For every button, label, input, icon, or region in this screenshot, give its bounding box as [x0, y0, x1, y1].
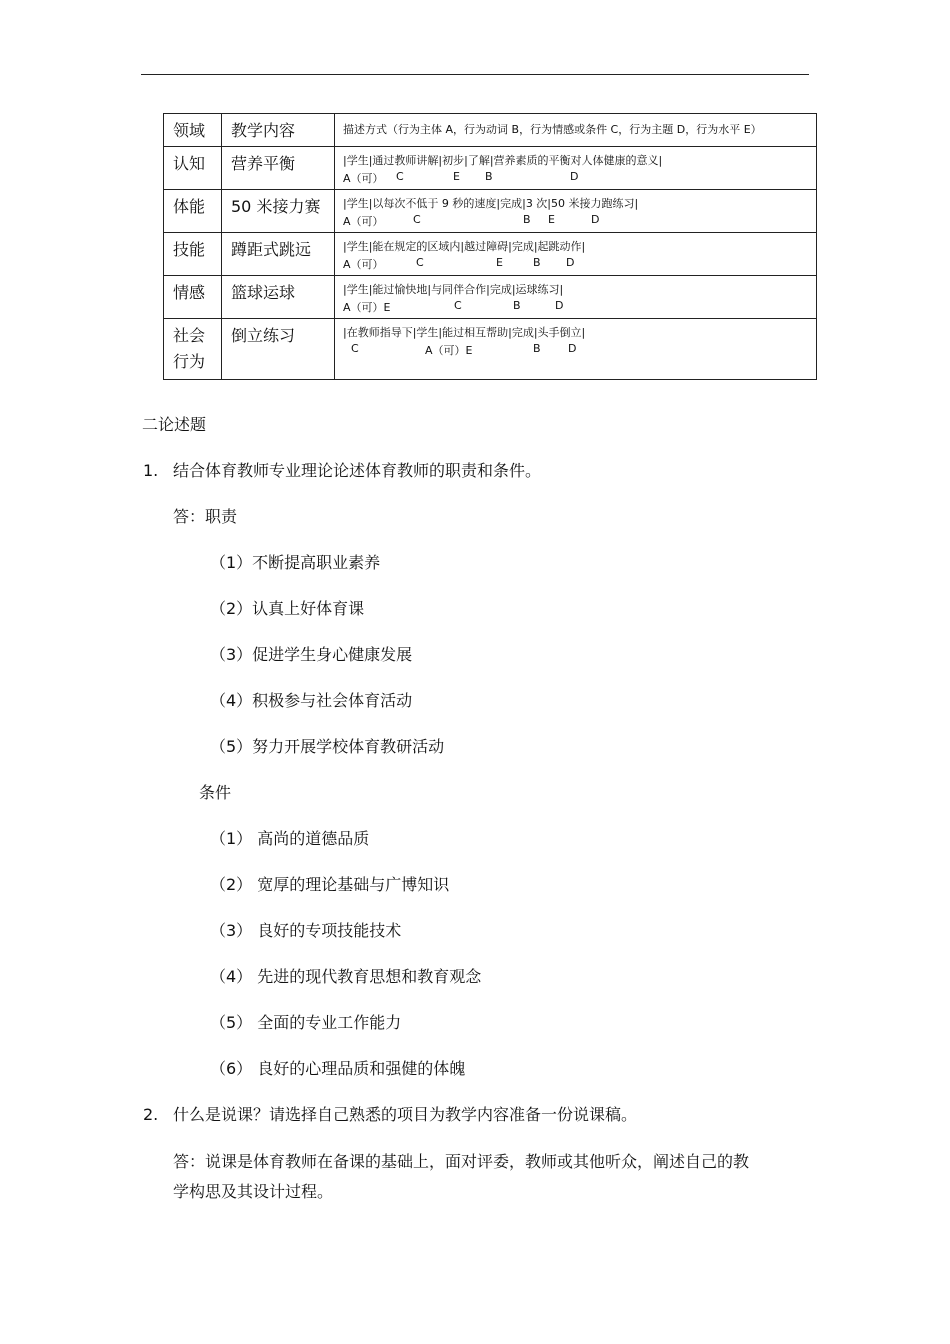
q1-question: 结合体育教师专业理论论述体育教师的职责和条件。 [173, 461, 542, 480]
header-content: 教学内容 [231, 121, 296, 140]
table-row [164, 319, 817, 380]
marker: B [523, 213, 531, 226]
row-sentence: |学生|能过愉快地|与同伴合作|完成|运球练习| [343, 283, 564, 296]
marker: E [453, 170, 460, 183]
marker: C [413, 213, 421, 226]
q1-number: 1. [143, 461, 159, 480]
table-row [164, 233, 817, 276]
row-sentence: |学生|能在规定的区域内|越过障碍|完成|起跳动作| [343, 240, 586, 253]
duty-item: （2）认真上好体育课 [210, 599, 365, 618]
marker: C [416, 256, 424, 269]
marker: E [548, 213, 555, 226]
row-markers [335, 299, 816, 318]
duty-item: （5）努力开展学校体育教研活动 [210, 737, 445, 756]
marker: B [533, 256, 541, 269]
marker: A（可） [343, 258, 384, 271]
condition-item: （3） 良好的专项技能技术 [210, 921, 402, 940]
row-sentence: |学生|以每次不低于 9 秒的速度|完成|3 次|50 米接力跑练习| [343, 197, 639, 210]
condition-item: （4） 先进的现代教育思想和教育观念 [210, 967, 482, 986]
table-row [164, 190, 817, 233]
table-row [164, 276, 817, 319]
marker: C [396, 170, 404, 183]
marker: D [570, 170, 579, 183]
header-description: 描述方式（行为主体 A，行为动词 B，行为情感或条件 C，行为主题 D，行为水平 E） [343, 123, 762, 136]
row-sentence: |在教师指导下|学生|能过相互帮助|完成|头手倒立| [343, 326, 586, 339]
condition-item: （5） 全面的专业工作能力 [210, 1013, 402, 1032]
marker: B [485, 170, 493, 183]
marker: C [351, 342, 359, 355]
duty-item: （4）积极参与社会体育活动 [210, 691, 413, 710]
row-markers [335, 256, 816, 275]
row-domain: 认知 [173, 154, 206, 173]
marker: C [454, 299, 462, 312]
row-content: 篮球运球 [231, 283, 296, 302]
row-content: 50 米接力赛 [231, 197, 321, 216]
marker: E [496, 256, 503, 269]
header-domain: 领域 [173, 121, 206, 140]
condition-item: （6） 良好的心理品质和强健的体魄 [210, 1059, 466, 1078]
marker: B [533, 342, 541, 355]
q2-answer-line1: 答：说课是体育教师在备课的基础上，面对评委，教师或其他听众，阐述自己的教 [173, 1152, 750, 1171]
marker: D [568, 342, 577, 355]
row-content: 倒立练习 [231, 326, 296, 345]
header-description-cell [335, 114, 817, 147]
row-markers [335, 170, 816, 189]
row-domain: 社会 [173, 326, 206, 345]
row-domain: 技能 [173, 240, 206, 259]
row-domain-line2: 行为 [173, 352, 206, 371]
row-domain: 情感 [173, 283, 206, 302]
duty-item: （3）促进学生身心健康发展 [210, 645, 413, 664]
conditions-label: 条件 [199, 783, 232, 802]
marker: A（可）E [425, 344, 473, 357]
objectives-table [163, 113, 817, 380]
q2-question: 什么是说课？请选择自己熟悉的项目为教学内容准备一份说课稿。 [173, 1105, 638, 1124]
marker: D [555, 299, 564, 312]
table-header-row [164, 114, 817, 147]
marker: A（可） [343, 215, 384, 228]
row-sentence: |学生|通过教师讲解|初步|了解|营养素质的平衡对人体健康的意义| [343, 154, 663, 167]
table-row [164, 147, 817, 190]
condition-item: （2） 宽厚的理论基础与广博知识 [210, 875, 450, 894]
row-markers [335, 342, 816, 361]
condition-item: （1） 高尚的道德品质 [210, 829, 370, 848]
marker: A（可）E [343, 301, 391, 314]
row-markers [335, 213, 816, 232]
header-content-cell [222, 114, 335, 147]
marker: B [513, 299, 521, 312]
header-domain-cell [164, 114, 222, 147]
row-content: 营养平衡 [231, 154, 296, 173]
q2-number: 2. [143, 1105, 159, 1124]
section-title: 二论述题 [142, 415, 207, 434]
marker: A（可） [343, 172, 384, 185]
duty-item: （1）不断提高职业素养 [210, 553, 381, 572]
q1-answer-label: 答：职责 [173, 507, 238, 526]
q2-answer-line2: 学构思及其设计过程。 [173, 1182, 334, 1201]
row-content: 蹲距式跳远 [231, 240, 312, 259]
row-domain: 体能 [173, 197, 206, 216]
marker: D [591, 213, 600, 226]
marker: D [566, 256, 575, 269]
header-rule [141, 74, 809, 75]
